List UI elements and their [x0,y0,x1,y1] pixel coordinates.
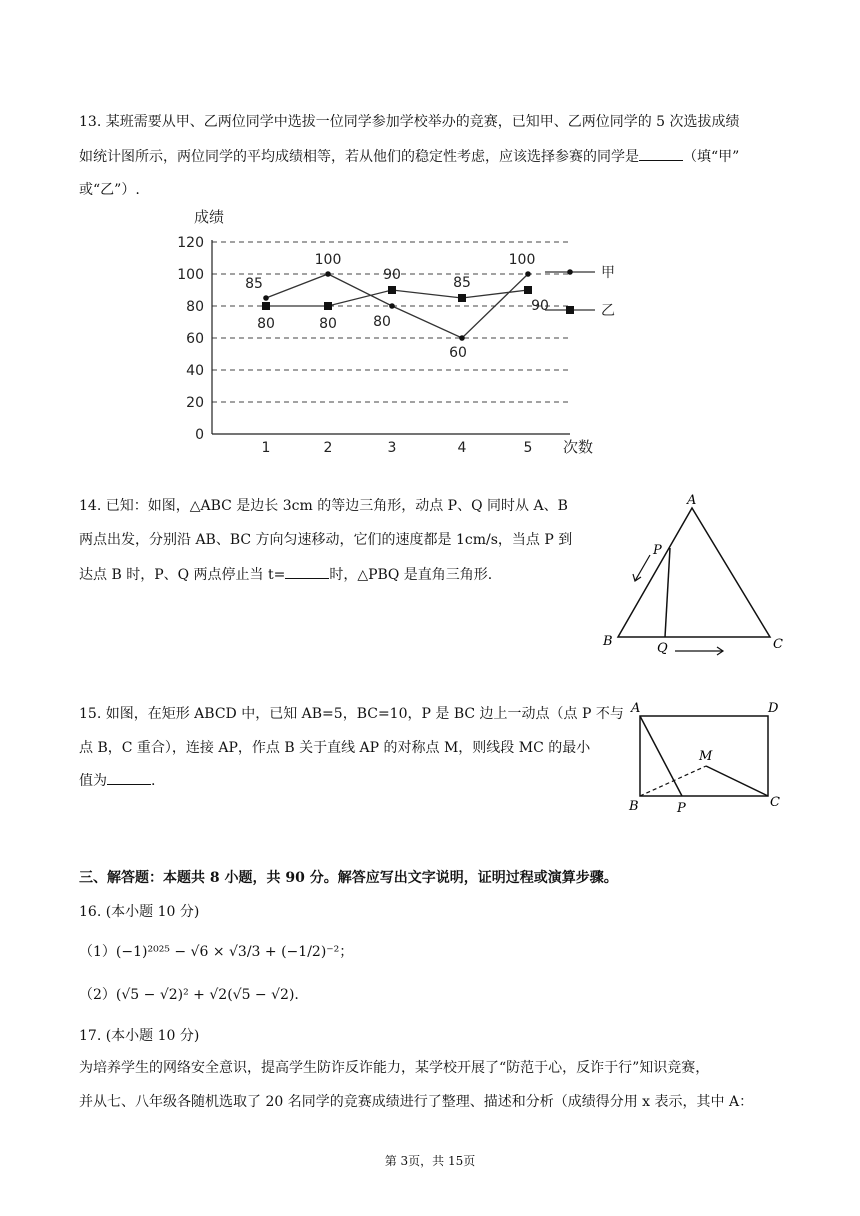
q15-line-3 [79,770,155,791]
y-tick-label: 60 [186,331,204,347]
data-label: 80 [257,316,275,332]
q17-title: 17. (本小题 10 分) [79,1028,200,1044]
y-tick-label: 100 [177,267,204,283]
segment-bm-dashed [640,766,706,796]
y-tick-label: 20 [186,395,204,411]
label-d: D [768,701,779,716]
segment-mc [706,766,768,796]
y-tick-label: 80 [186,299,204,315]
x-axis-title: 次数 [563,438,594,456]
data-label: 80 [373,314,391,330]
q16-part-1: （1）(−1)²⁰²⁵ − √6 × √3/3 + (−1/2)⁻²； [79,944,354,960]
q13-line-3: 或“乙”）. [79,182,140,198]
section-3-heading: 三、解答题：本题共 8 小题，共 90 分。解答应写出文字说明，证明过程或演算步骤。 [79,870,618,886]
x-tick-label: 4 [457,440,467,456]
y-tick-label: 40 [186,363,204,379]
segment-pq [665,548,670,637]
arrow-p-direction [635,555,650,581]
point-jia [389,303,395,309]
point-yi [388,286,396,294]
q15-answer-blank [107,770,151,785]
legend-marker-jia [567,269,573,275]
label-c: C [770,795,780,810]
q13-line-2-tail: （填“甲” [683,149,740,165]
score-line-chart [150,200,630,465]
chart-legend [545,265,615,319]
segment-ap [640,716,682,796]
point-yi [324,302,332,310]
q13-line-2-text: 如统计图所示，两位同学的平均成绩相等，若从他们的稳定性考虑，应该选择参赛的同学是 [79,149,639,165]
x-tick-label: 5 [523,440,533,456]
q14-line-1: 14. 已知：如图，△ABC 是边长 3cm 的等边三角形，动点 P、Q 同时从 A、B [79,498,568,514]
point-yi [524,286,532,294]
point-jia [325,271,331,277]
y-tick-label: 120 [177,235,204,251]
point-jia [525,271,531,277]
data-label: 80 [319,316,337,332]
q15-line-1: 15. 如图，在矩形 ABCD 中，已知 AB=5，BC=10，P 是 BC 边上一动点（点 P 不与 [79,706,624,722]
label-b: B [603,634,613,649]
data-label: 85 [245,276,263,292]
q14-answer-blank [285,564,329,579]
data-label: 85 [453,275,471,291]
series-line-1 [266,290,528,306]
y-axis-title: 成绩 [194,208,225,226]
x-tick-label: 1 [261,440,271,456]
q14-line-3 [79,564,492,585]
label-m: M [699,749,713,764]
x-tick-label: 2 [323,440,333,456]
q13-line-2 [79,146,739,167]
q14-line-3-pre: 达点 B 时，P、Q 两点停止当 t= [79,567,286,583]
label-b: B [629,799,639,814]
label-c: C [773,637,783,652]
q14-line-3-post: 时，△PBQ 是直角三角形. [329,567,493,583]
q13-answer-blank [639,146,683,161]
chart-tick-labels [177,208,593,456]
q15-line-3-text: 值为 [79,773,107,789]
point-jia [263,295,269,301]
point-jia [459,335,465,341]
x-tick-label: 3 [387,440,397,456]
data-label: 100 [508,252,536,268]
q13-line-1: 13. 某班需要从甲、乙两位同学中选拔一位同学参加学校举办的竞赛，已知甲、乙两位同学的 5 次选拔成绩 [79,114,740,130]
point-yi [262,302,270,310]
label-q: Q [657,641,668,656]
label-p: P [653,543,662,558]
label-a: A [687,493,697,508]
page-footer: 第 3页，共 15页 [384,1154,476,1168]
legend-label: 甲 [601,265,615,281]
label-p: P [677,801,686,816]
q15-line-2: 点 B，C 重合），连接 AP，作点 B 关于直线 AP 的对称点 M，则线段 MC 的最小 [79,740,591,756]
q17-line-2: 并从七、八年级各随机选取了 20 名同学的竞赛成绩进行了整理、描述和分析（成绩得分用 x 表示，其中 A： [79,1094,754,1110]
label-a: A [631,701,641,716]
q15-line-3-tail: . [151,773,156,789]
triangle-figure [595,488,790,663]
legend-label: 乙 [601,303,615,319]
y-tick-label: 0 [195,427,204,443]
data-label: 100 [314,252,342,268]
data-label: 90 [531,298,549,314]
data-label: 60 [449,345,467,361]
point-yi [458,294,466,302]
legend-marker-yi [566,306,574,314]
rectangle-figure [625,698,785,820]
data-label: 90 [383,267,401,283]
triangle-abc [618,508,770,637]
q14-line-2: 两点出发，分别沿 AB、BC 方向匀速移动，它们的速度都是 1cm/s，当点 P 到 [79,532,573,548]
q16-title: 16. (本小题 10 分) [79,904,200,920]
q17-line-1: 为培养学生的网络安全意识，提高学生防诈反诈能力，某学校开展了“防范于心，反诈于行”知识竞赛， [79,1060,710,1076]
q16-part-2: （2）(√5 − √2)² + √2(√5 − √2). [79,987,299,1003]
